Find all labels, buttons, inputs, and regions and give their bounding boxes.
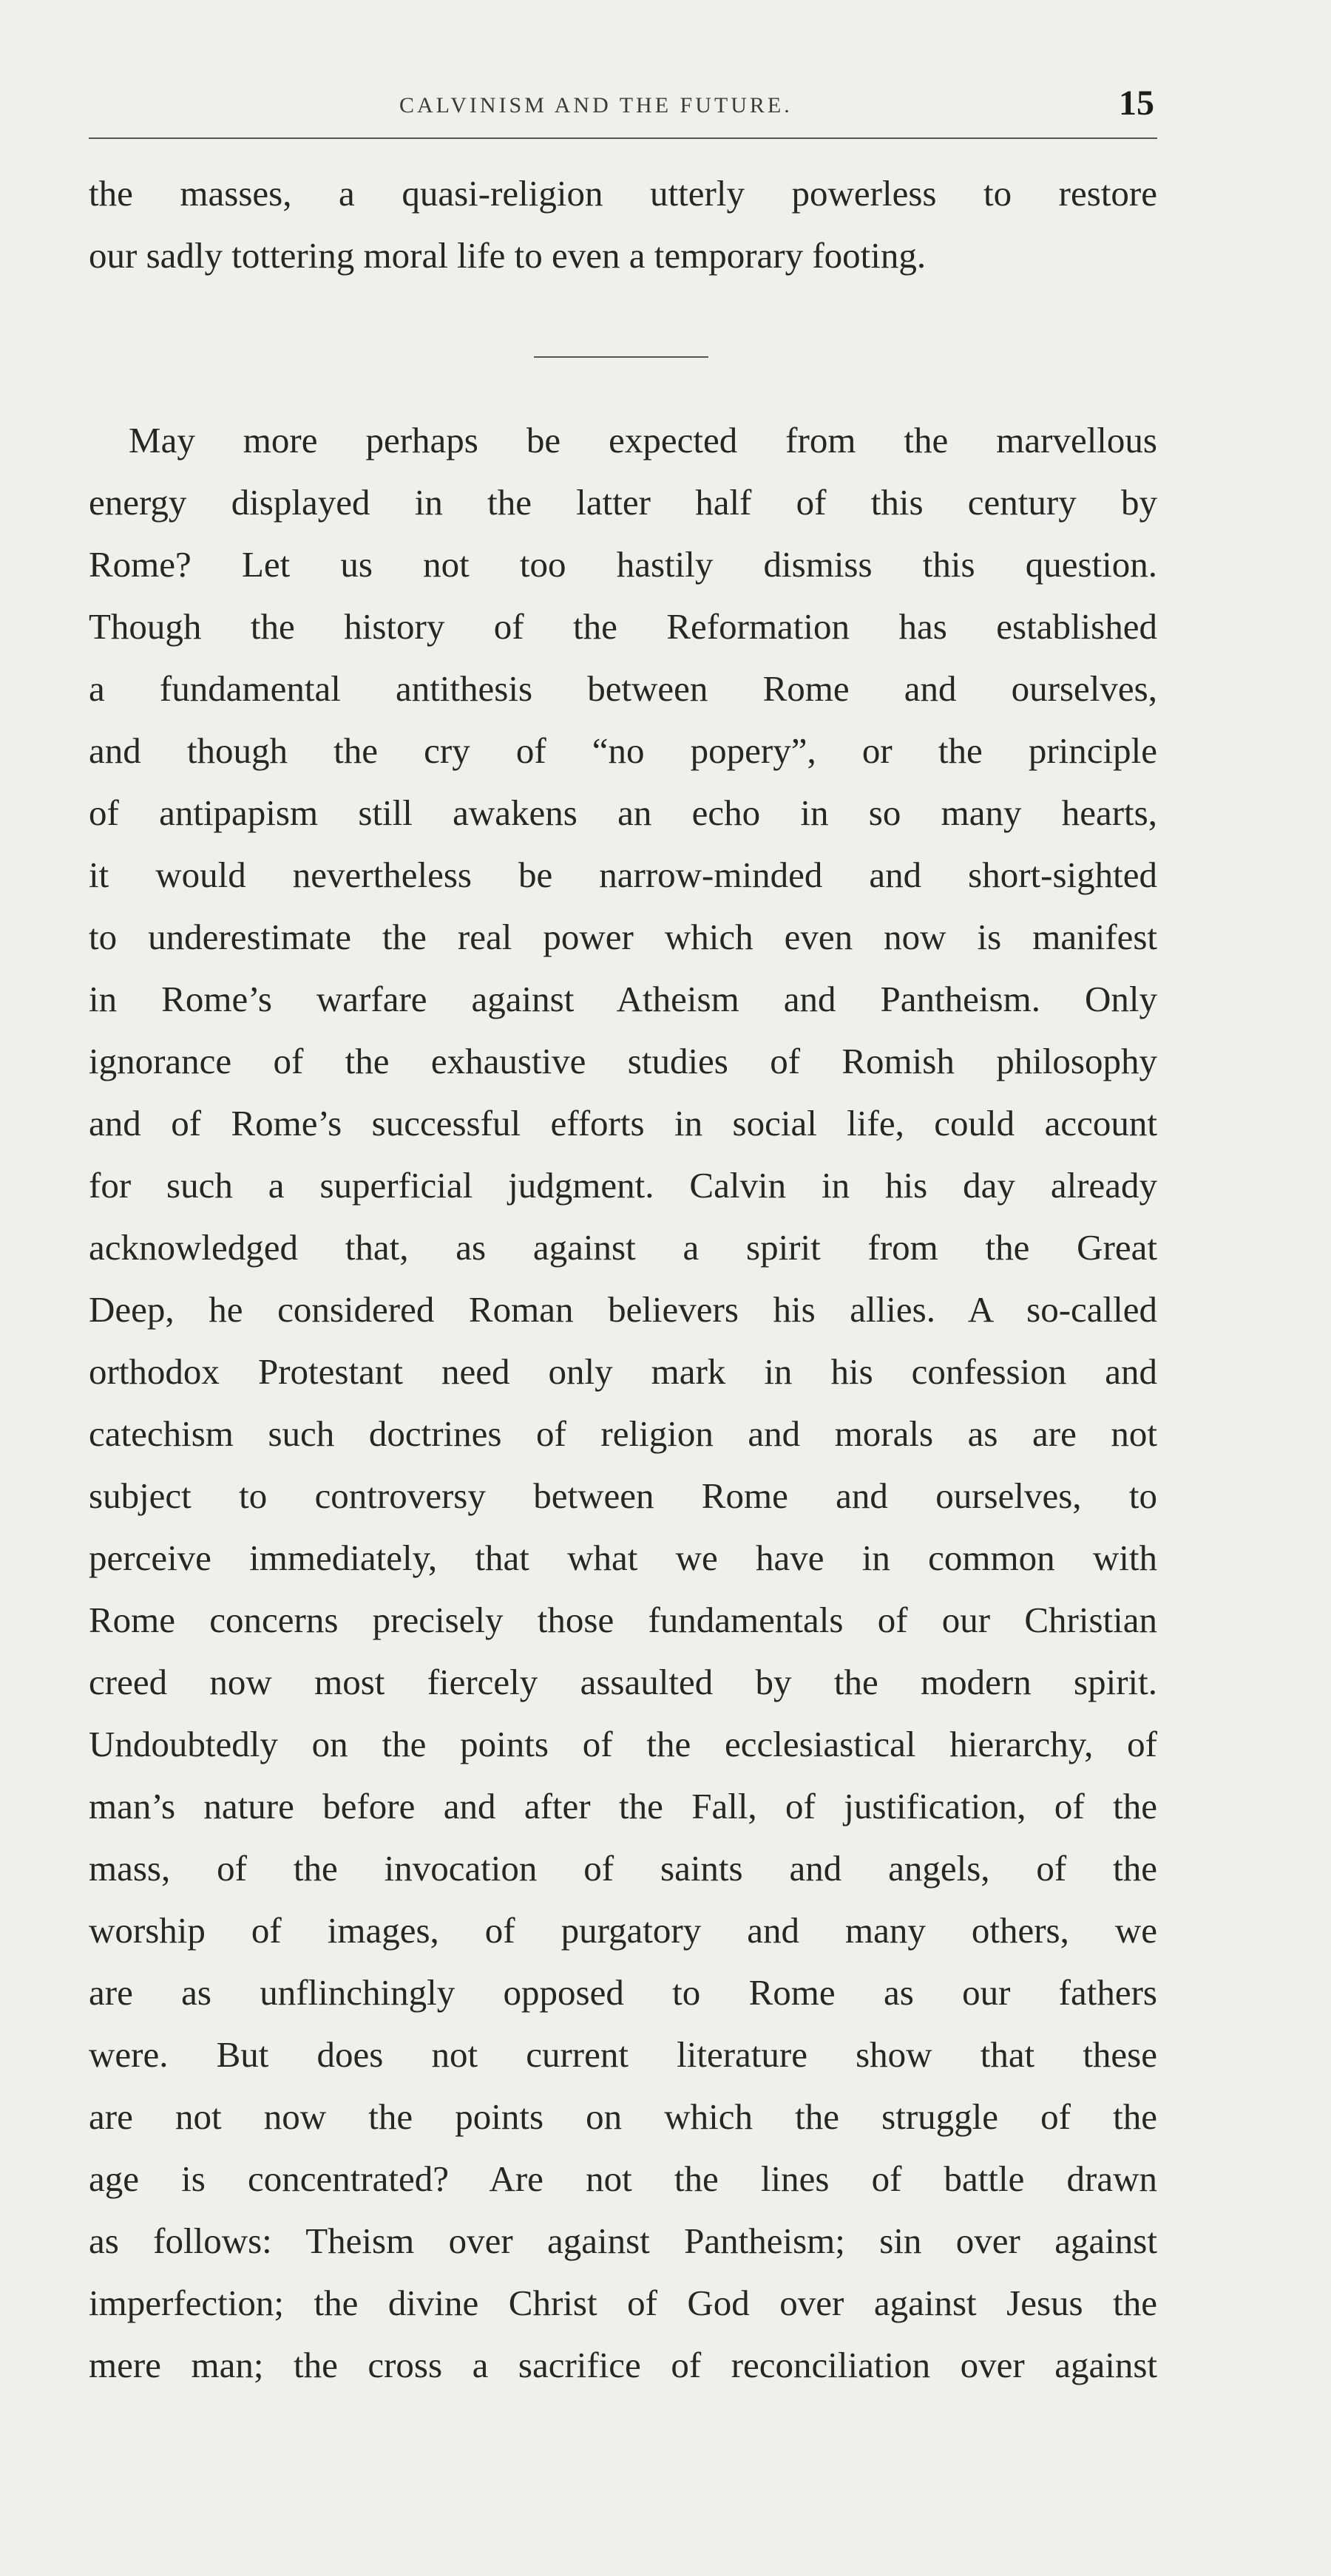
text-line: age is concentrated? Are not the lines of battle drawn: [89, 2158, 1157, 2199]
text-line: catechism such doctrines of religion and morals as are not: [89, 1413, 1157, 1454]
text-line: perceive immediately, that what we have in common with: [89, 1537, 1157, 1578]
text-line: were. But does not current literature show that these: [89, 2034, 1157, 2075]
text-line: are not now the points on which the struggle of the: [89, 2096, 1157, 2137]
text-line: our sadly tottering moral life to even a temporary footing.: [89, 235, 927, 276]
text-line: Rome concerns precisely those fundamentals of our Christian: [89, 1600, 1157, 1640]
running-title: CALVINISM AND THE FUTURE.: [399, 93, 793, 118]
text-line: imperfection; the divine Christ of God over against Jesus the: [89, 2283, 1157, 2323]
text-line: worship of images, of purgatory and many others, we: [89, 1910, 1157, 1951]
text-line: Rome? Let us not too hastily dismiss this question.: [89, 544, 1157, 585]
page-number: 15: [1119, 84, 1154, 123]
text-line: the masses, a quasi-religion utterly powerless to restore: [89, 173, 1157, 214]
text-line: Undoubtedly on the points of the ecclesiastical hierarchy, of: [89, 1724, 1157, 1764]
text-line: Though the history of the Reformation has established: [89, 606, 1157, 647]
text-line: it would nevertheless be narrow-minded and short-sighted: [89, 854, 1157, 895]
text-line: to underestimate the real power which even now is manifest: [89, 917, 1157, 957]
text-line: man’s nature before and after the Fall, of justification, of the: [89, 1786, 1157, 1826]
text-line: creed now most fiercely assaulted by the modern spirit.: [89, 1662, 1157, 1702]
text-line: mass, of the invocation of saints and angels, of the: [89, 1848, 1157, 1889]
header-rule: [89, 137, 1157, 139]
text-line: for such a superficial judgment. Calvin in his day already: [89, 1165, 1157, 1206]
text-line: orthodox Protestant need only mark in his confession and: [89, 1351, 1157, 1392]
section-divider: [534, 356, 708, 358]
text-line: energy displayed in the latter half of this century by: [89, 482, 1157, 523]
text-line: of antipapism still awakens an echo in so many hearts,: [89, 792, 1157, 833]
text-line: Deep, he considered Roman believers his allies. A so-called: [89, 1289, 1157, 1330]
text-line: are as unflinchingly opposed to Rome as our fathers: [89, 1972, 1157, 2013]
text-line: acknowledged that, as against a spirit from the Great: [89, 1227, 1157, 1268]
text-line: subject to controversy between Rome and ourselves, to: [89, 1475, 1157, 1516]
text-line: mere man; the cross a sacrifice of reconciliation over against: [89, 2345, 1157, 2385]
text-line: ignorance of the exhaustive studies of Romish philosophy: [89, 1041, 1157, 1081]
text-line: and of Rome’s successful efforts in social life, could account: [89, 1103, 1157, 1143]
text-line: May more perhaps be expected from the marvellous: [129, 420, 1157, 461]
text-line: a fundamental antithesis between Rome and ourselves,: [89, 668, 1157, 709]
text-line: and though the cry of “no popery”, or the principle: [89, 730, 1157, 771]
running-head: [89, 84, 1157, 139]
text-line: as follows: Theism over against Pantheism; sin over against: [89, 2220, 1157, 2261]
text-line: in Rome’s warfare against Atheism and Pantheism. Only: [89, 979, 1157, 1019]
